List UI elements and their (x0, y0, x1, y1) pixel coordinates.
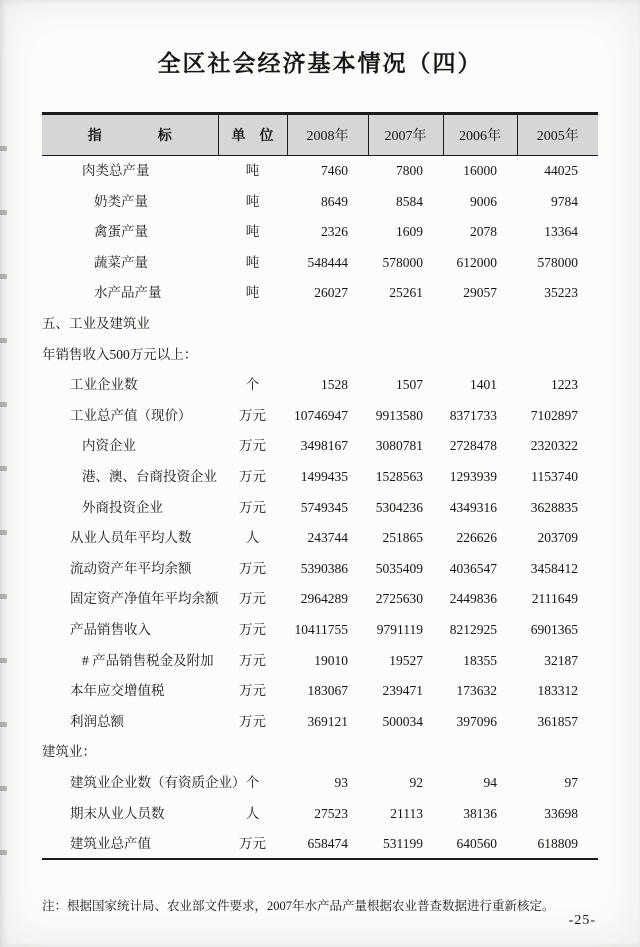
indicator-label: 五、工业及建筑业 (42, 316, 150, 332)
unit-cell: 人 (245, 530, 260, 546)
table-row (42, 676, 598, 707)
table-row (42, 247, 598, 278)
value-cell: 173632 (456, 683, 497, 699)
value-cell: 2449836 (449, 591, 497, 607)
table-row (42, 829, 598, 860)
value-cell: 531199 (383, 835, 423, 851)
value-cell: 8584 (396, 193, 423, 209)
value-cell: 26027 (314, 285, 348, 301)
unit-cell: 万元 (239, 499, 266, 515)
value-cell: 2326 (321, 224, 348, 240)
value-cell (287, 339, 368, 370)
table-row (42, 492, 598, 523)
value-cell: 1153740 (531, 468, 578, 484)
value-cell: 2078 (470, 224, 497, 240)
indicator-label: 外商投资企业 (82, 499, 163, 515)
indicator-label: 建筑业企业数（有资质企业） (70, 774, 246, 790)
value-cell: 13364 (544, 224, 578, 240)
table-row (42, 523, 598, 554)
unit-cell (218, 308, 287, 339)
value-cell: 18355 (463, 652, 497, 668)
value-cell: 3628835 (530, 499, 578, 515)
value-cell: 203709 (537, 530, 578, 546)
value-cell: 8371733 (449, 407, 497, 423)
indicator-label: 从业人员年平均人数 (70, 530, 192, 546)
value-cell: 21113 (390, 805, 423, 821)
indicator-label: 工业企业数 (70, 377, 138, 393)
value-cell: 397096 (456, 713, 497, 729)
value-cell: 1609 (396, 224, 423, 240)
value-cell: 97 (564, 774, 578, 790)
value-cell: 1507 (396, 377, 423, 393)
value-cell: 1223 (551, 377, 578, 393)
indicator-label: 利润总额 (70, 713, 124, 729)
table-header (42, 114, 598, 156)
indicator-label: 港、澳、台商投资企业 (82, 468, 217, 484)
column-header-2005: 2005年 (517, 114, 598, 156)
table-row (42, 186, 598, 217)
value-cell: 7460 (321, 163, 348, 179)
unit-cell: 个 (245, 774, 260, 790)
unit-cell: 万元 (239, 713, 266, 729)
value-cell: 8212925 (449, 621, 497, 637)
table-row (42, 584, 598, 615)
value-cell: 25261 (389, 285, 423, 301)
value-cell: 35223 (544, 285, 578, 301)
table-row (42, 798, 598, 829)
page-title: 全区社会经济基本情况（四） (157, 51, 483, 76)
column-header-2008: 2008年 (287, 114, 368, 156)
unit-cell: 吨 (245, 163, 260, 179)
unit-cell: 万元 (239, 438, 266, 454)
unit-cell: 万元 (239, 560, 266, 576)
indicator-label: 肉类总产量 (82, 163, 150, 179)
table-row (42, 370, 598, 401)
table-row (42, 400, 598, 431)
value-cell: 9006 (470, 193, 497, 209)
table-row (42, 767, 598, 798)
value-cell: 578000 (382, 254, 423, 270)
table-row (42, 706, 598, 737)
table-row (42, 645, 598, 676)
value-cell: 1528563 (375, 468, 423, 484)
indicator-label: 建筑业总产值 (70, 835, 151, 851)
value-cell: 93 (334, 774, 348, 790)
indicator-label: 建筑业： (42, 744, 96, 760)
value-cell: 618809 (537, 835, 578, 851)
table-row (42, 553, 598, 584)
unit-cell: 吨 (245, 254, 260, 270)
indicator-label: 内资企业 (82, 438, 136, 454)
table-row (42, 156, 598, 187)
value-cell: 9784 (551, 193, 578, 209)
value-cell: 251865 (382, 530, 423, 546)
unit-cell (218, 339, 287, 370)
column-header-unit: 单 位 (218, 114, 287, 156)
value-cell: 38136 (463, 805, 497, 821)
value-cell: 5304236 (375, 499, 423, 515)
value-cell: 27523 (314, 805, 348, 821)
scan-edge-artifact (0, 130, 7, 890)
value-cell: 33698 (544, 805, 578, 821)
indicator-label: 流动资产年平均余额 (70, 560, 192, 576)
value-cell: 640560 (456, 835, 497, 851)
value-cell (287, 308, 368, 339)
value-cell: 183067 (307, 683, 348, 699)
value-cell (368, 737, 443, 768)
value-cell: 8649 (321, 193, 348, 209)
value-cell: 5390386 (300, 560, 348, 576)
value-cell: 2320322 (530, 438, 578, 454)
unit-cell: 吨 (245, 193, 260, 209)
indicator-label: 禽蛋产量 (94, 224, 148, 240)
value-cell: 612000 (456, 254, 497, 270)
value-cell: 7800 (396, 163, 423, 179)
value-cell: 9913580 (375, 407, 423, 423)
unit-cell: 万元 (239, 835, 266, 851)
column-header-2007: 2007年 (368, 114, 443, 156)
column-header-indicator: 指 标 (87, 129, 172, 144)
value-cell: 4036547 (449, 560, 497, 576)
value-cell: 16000 (463, 163, 497, 179)
value-cell: 2725630 (375, 591, 423, 607)
value-cell: 44025 (544, 163, 578, 179)
value-cell (443, 339, 517, 370)
value-cell (517, 737, 598, 768)
value-cell: 9791119 (376, 621, 423, 637)
section-row (42, 339, 598, 370)
table-body (42, 156, 598, 860)
indicator-label: 奶类产量 (94, 193, 148, 209)
value-cell: 19527 (389, 652, 423, 668)
value-cell (287, 737, 368, 768)
value-cell (517, 339, 598, 370)
value-cell: 226626 (456, 530, 497, 546)
value-cell: 239471 (382, 683, 423, 699)
value-cell: 658474 (307, 835, 348, 851)
value-cell: 32187 (544, 652, 578, 668)
indicator-label: 固定资产净值年平均余额 (70, 591, 219, 607)
page-number: -25- (568, 913, 596, 928)
unit-cell: 人 (245, 805, 260, 821)
value-cell: 500034 (382, 713, 423, 729)
value-cell: 1528 (321, 377, 348, 393)
table-row (42, 278, 598, 309)
value-cell: 2728478 (449, 438, 497, 454)
value-cell (517, 308, 598, 339)
indicator-label: 蔬菜产量 (94, 254, 148, 270)
unit-cell: 万元 (239, 468, 266, 484)
value-cell: 29057 (463, 285, 497, 301)
value-cell: 3458412 (530, 560, 578, 576)
value-cell: 10746947 (294, 407, 348, 423)
footnote: 注：根据国家统计局、农业部文件要求，2007年水产品产量根据农业普查数据进行重新核定。 (42, 899, 555, 913)
value-cell: 243744 (307, 530, 348, 546)
indicator-label: 工业总产值（现价） (70, 407, 192, 423)
unit-cell: 吨 (245, 285, 260, 301)
table-row (42, 614, 598, 645)
value-cell: 361857 (537, 713, 578, 729)
value-cell: 369121 (307, 713, 348, 729)
column-header-2006: 2006年 (443, 114, 517, 156)
indicator-label: 本年应交增值税 (70, 683, 165, 699)
value-cell (443, 737, 517, 768)
value-cell: 6901365 (530, 621, 578, 637)
value-cell: 183312 (537, 683, 578, 699)
unit-cell: 万元 (239, 591, 266, 607)
section-row (42, 737, 598, 768)
value-cell (368, 339, 443, 370)
unit-cell: 万元 (239, 652, 266, 668)
value-cell: 7102897 (530, 407, 578, 423)
value-cell: 10411755 (294, 621, 348, 637)
value-cell: 1499435 (300, 468, 348, 484)
indicator-label: 年销售收入500万元以上： (42, 346, 198, 362)
unit-cell: 吨 (245, 224, 260, 240)
value-cell: 548444 (307, 254, 348, 270)
indicator-label: # 产品销售税金及附加 (82, 652, 214, 668)
unit-cell (218, 737, 287, 768)
indicator-label: 水产品产量 (94, 285, 162, 301)
indicator-label: 期末从业人员数 (70, 805, 165, 821)
unit-cell: 万元 (239, 683, 266, 699)
value-cell (443, 308, 517, 339)
section-row (42, 308, 598, 339)
value-cell: 4349316 (449, 499, 497, 515)
indicator-label: 产品销售收入 (70, 621, 151, 637)
header-row (42, 114, 598, 156)
value-cell: 19010 (314, 652, 348, 668)
value-cell: 3080781 (375, 438, 423, 454)
table-row (42, 461, 598, 492)
value-cell: 94 (483, 774, 497, 790)
value-cell: 92 (409, 774, 423, 790)
value-cell: 2111649 (531, 591, 578, 607)
value-cell: 1293939 (449, 468, 497, 484)
table-row (42, 431, 598, 462)
value-cell: 2964289 (300, 591, 348, 607)
value-cell: 5749345 (300, 499, 348, 515)
unit-cell: 万元 (239, 407, 266, 423)
value-cell (368, 308, 443, 339)
unit-cell: 个 (245, 377, 260, 393)
value-cell: 1401 (470, 377, 497, 393)
statistics-table (42, 112, 598, 860)
value-cell: 3498167 (300, 438, 348, 454)
value-cell: 5035409 (375, 560, 423, 576)
table-row (42, 217, 598, 248)
unit-cell: 万元 (239, 621, 266, 637)
value-cell: 578000 (537, 254, 578, 270)
